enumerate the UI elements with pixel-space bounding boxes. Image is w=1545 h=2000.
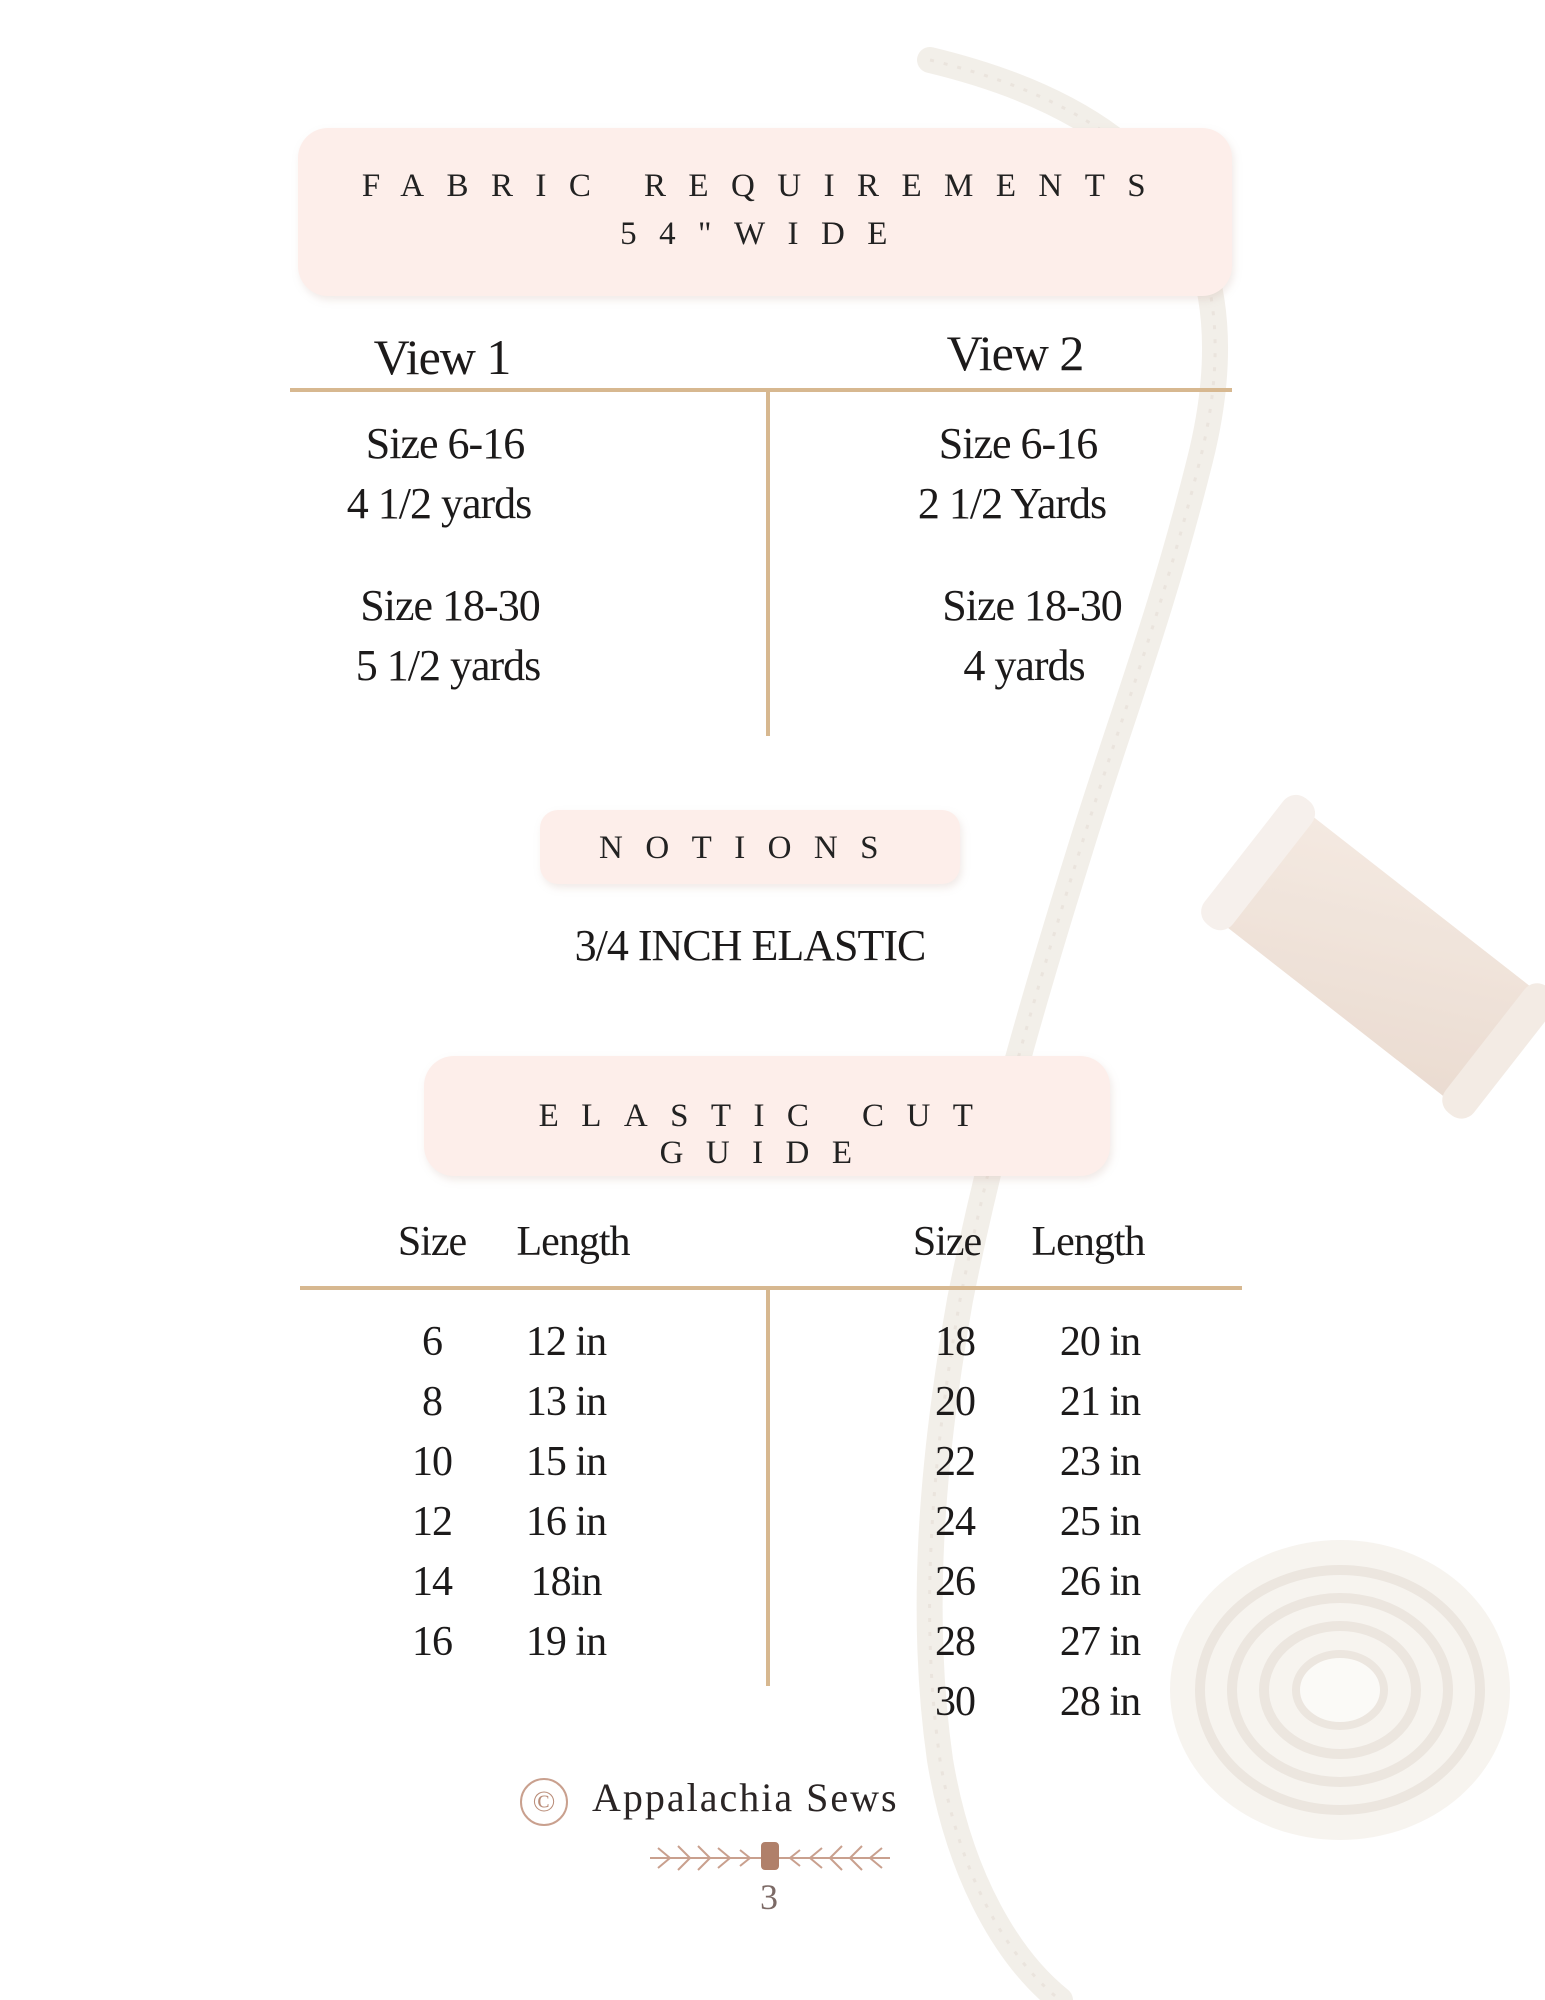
right-row-length: 27 in bbox=[1059, 1619, 1141, 1665]
left-row-length: 12 in bbox=[525, 1319, 607, 1365]
right-row-size: 26 bbox=[935, 1559, 975, 1605]
view1-size-a: Size 6-16 bbox=[365, 419, 525, 468]
right-row-size: 20 bbox=[935, 1379, 975, 1425]
page-number: 3 bbox=[760, 1877, 778, 1917]
fabric-requirements-banner bbox=[298, 128, 1232, 296]
elastic-table-divider bbox=[766, 1290, 770, 1686]
right-size-header: Size bbox=[912, 1219, 982, 1265]
view1-amount-a: 4 1/2 yards bbox=[346, 479, 532, 528]
copyright-mark bbox=[520, 1778, 568, 1826]
copyright-symbol: © bbox=[532, 1785, 556, 1818]
brand-name: Appalachia Sews bbox=[592, 1775, 899, 1820]
right-row-size: 24 bbox=[935, 1499, 975, 1545]
right-row-size: 18 bbox=[935, 1319, 975, 1365]
left-row-length: 18in bbox=[530, 1559, 602, 1605]
fabric-requirements-heading: FABRIC REQUIREMENTS bbox=[361, 168, 1169, 204]
left-row-size: 12 bbox=[412, 1499, 452, 1545]
notions-heading: NOTIONS bbox=[599, 830, 901, 866]
left-row-length: 19 in bbox=[525, 1619, 607, 1665]
view2-size-a: Size 6-16 bbox=[938, 419, 1098, 468]
left-row-size: 16 bbox=[412, 1619, 452, 1665]
left-row-length: 13 in bbox=[525, 1379, 607, 1425]
right-row-length: 23 in bbox=[1059, 1439, 1141, 1485]
left-row-size: 14 bbox=[412, 1559, 452, 1605]
left-row-size: 10 bbox=[412, 1439, 452, 1485]
right-row-length: 20 in bbox=[1059, 1319, 1141, 1365]
right-row-length: 28 in bbox=[1059, 1679, 1141, 1725]
view1-title: View 1 bbox=[373, 329, 511, 385]
right-row-size: 30 bbox=[935, 1679, 975, 1725]
left-size-header: Size bbox=[397, 1219, 467, 1265]
fabric-width-subheading: 54"WIDE bbox=[620, 216, 910, 252]
elastic-cut-guide-banner bbox=[424, 1056, 1110, 1176]
view2-amount-b: 4 yards bbox=[963, 641, 1085, 690]
right-row-length: 25 in bbox=[1059, 1499, 1141, 1545]
view2-size-b: Size 18-30 bbox=[942, 581, 1122, 630]
left-row-size: 6 bbox=[422, 1319, 442, 1365]
left-row-length: 15 in bbox=[525, 1439, 607, 1485]
view1-size-b: Size 18-30 bbox=[360, 581, 540, 630]
left-row-size: 8 bbox=[422, 1379, 442, 1425]
view2-title: View 2 bbox=[946, 325, 1084, 381]
notions-banner bbox=[540, 810, 960, 884]
right-row-size: 28 bbox=[935, 1619, 975, 1665]
elastic-cut-guide-heading: ELASTIC CUT GUIDE bbox=[538, 1098, 996, 1171]
notions-item: 3/4 INCH ELASTIC bbox=[574, 921, 926, 970]
right-row-length: 26 in bbox=[1059, 1559, 1141, 1605]
elastic-table-rule bbox=[300, 1286, 1242, 1290]
fabric-table-rule bbox=[290, 388, 1232, 392]
right-row-length: 21 in bbox=[1059, 1379, 1141, 1425]
right-row-size: 22 bbox=[935, 1439, 975, 1485]
right-length-header: Length bbox=[1031, 1219, 1145, 1265]
left-length-header: Length bbox=[516, 1219, 630, 1265]
view2-amount-a: 2 1/2 Yards bbox=[917, 479, 1107, 528]
view1-amount-b: 5 1/2 yards bbox=[355, 641, 541, 690]
left-row-length: 16 in bbox=[525, 1499, 607, 1545]
fabric-table-divider bbox=[766, 392, 770, 736]
